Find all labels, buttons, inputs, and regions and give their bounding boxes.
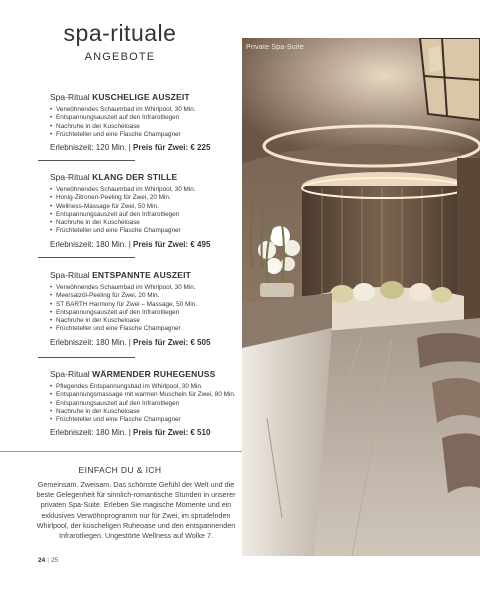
list-item: • Meersalzöl-Peeling für Zwei, 20 Min. — [50, 292, 240, 300]
spa-suite-illustration — [242, 38, 480, 556]
offer-heading — [50, 270, 240, 281]
offer-prefix: Spa-Ritual — [50, 172, 90, 182]
offer-name: WÄRMENDER RUHEGENUSS — [92, 369, 216, 379]
offer-name: KUSCHELIGE AUSZEIT — [92, 92, 190, 102]
list-item: • Früchteteller und eine Flasche Champagner — [50, 131, 240, 139]
price-separator: | — [128, 143, 131, 153]
offer-duration: Erlebniszeit: 180 Min. — [50, 337, 127, 347]
offer-kuschelige-auszeit — [50, 92, 240, 152]
offer-prefix: Spa-Ritual — [50, 92, 90, 102]
list-item: • Pflegendes Entspannungsbad im Whirlpool, 30 Min. — [50, 383, 240, 391]
offer-duration: Erlebniszeit: 180 Min. — [50, 239, 127, 249]
offer-price: Preis für Zwei: € 505 — [133, 337, 211, 347]
divider — [38, 257, 135, 258]
list-item: • Früchteteller und eine Flasche Champagner — [50, 416, 240, 424]
couple-heading: EINFACH DU & ICH — [78, 465, 162, 475]
offer-entspannte-auszeit — [50, 270, 240, 347]
offer-duration: Erlebniszeit: 120 Min. — [50, 143, 127, 153]
divider — [38, 160, 135, 161]
offer-items — [50, 186, 240, 236]
list-item: • ST BARTH Harmony für Zwei – Massage, 50 Min. — [50, 301, 240, 309]
offer-name: KLANG DER STILLE — [92, 172, 178, 182]
page-subtitle: ANGEBOTE — [84, 51, 156, 63]
list-item: • Nachruhe in der Kuscheloase — [50, 123, 240, 131]
offer-price-line — [50, 428, 240, 437]
offer-heading — [50, 92, 240, 103]
list-item: • Entspannungsauszeit auf den Infrarotliegen — [50, 114, 240, 122]
page-separator: | — [47, 557, 49, 564]
offer-items — [50, 383, 240, 424]
offer-items — [50, 284, 240, 334]
offer-prefix: Spa-Ritual — [50, 369, 90, 379]
price-separator: | — [128, 428, 131, 438]
couple-description: Gemeinsam. Zweisam. Das schönste Gefühl der Welt und die beste Gelegenheit für sinnlich-romantische Stunden in unserer privaten Spa-Suite. Erleben Sie magische Momente und ein exklusives Verwöhnprogramm nur für Zwei, im sprudelnden Whirlpool, der kuscheligen Ruheoase und den entspannenden Infrarotliegen. Ungestörte Wellness auf Wolke 7. — [36, 480, 236, 541]
offer-price-line — [50, 338, 240, 347]
list-item: • Früchteteller und eine Flasche Champagner — [50, 325, 240, 333]
offer-heading — [50, 369, 240, 380]
offer-waermender-ruhegenuss — [50, 369, 240, 437]
page-number-left: 24 — [38, 557, 46, 564]
offer-prefix: Spa-Ritual — [50, 270, 90, 280]
offer-price: Preis für Zwei: € 510 — [133, 428, 211, 438]
list-item: • Verwöhnendes Schaumbad im Whirlpool, 30 Min. — [50, 186, 240, 194]
offer-heading — [50, 172, 240, 183]
divider — [38, 357, 135, 358]
list-item: • Verwöhnendes Schaumbad im Whirlpool, 30 Min. — [50, 284, 240, 292]
page-number-right: 25 — [50, 557, 59, 564]
page-numbers — [38, 557, 58, 564]
list-item: • Entspannungsauszeit auf den Infrarotliegen — [50, 211, 240, 219]
list-item: • Wellness-Massage für Zwei, 50 Min. — [50, 203, 240, 211]
page-title: spa-rituale — [63, 20, 177, 46]
list-item: • Nachruhe in der Kuscheloase — [50, 408, 240, 416]
section-divider — [0, 451, 242, 452]
list-item: • Nachruhe in der Kuscheloase — [50, 219, 240, 227]
offer-price-line — [50, 240, 240, 249]
offer-name: ENTSPANNTE AUSZEIT — [92, 270, 192, 280]
list-item: • Nachruhe in der Kuscheloase — [50, 317, 240, 325]
offer-price-line — [50, 143, 240, 152]
offer-duration: Erlebniszeit: 180 Min. — [50, 428, 127, 438]
offer-price: Preis für Zwei: € 225 — [133, 143, 211, 153]
price-separator: | — [128, 239, 131, 249]
offer-price: Preis für Zwei: € 495 — [133, 239, 211, 249]
list-item: • Honig-Zitronen-Peeling für Zwei, 20 Min. — [50, 194, 240, 202]
list-item: • Entspannungsauszeit auf den Infrarotliegen — [50, 400, 240, 408]
list-item: • Früchteteller und eine Flasche Champagner — [50, 227, 240, 235]
price-separator: | — [128, 337, 131, 347]
photo-caption: Private Spa-Suite — [246, 44, 304, 51]
offer-klang-der-stille — [50, 172, 240, 249]
list-item: • Entspannungsauszeit auf den Infrarotliegen — [50, 309, 240, 317]
offer-items — [50, 106, 240, 139]
spa-suite-photo — [242, 38, 480, 556]
list-item: • Verwöhnendes Schaumbad im Whirlpool, 30 Min. — [50, 106, 240, 114]
skylight — [420, 38, 480, 120]
list-item: • Entspannungsmassage mit warmen Muscheln für Zwei, 80 Min. — [50, 391, 240, 399]
